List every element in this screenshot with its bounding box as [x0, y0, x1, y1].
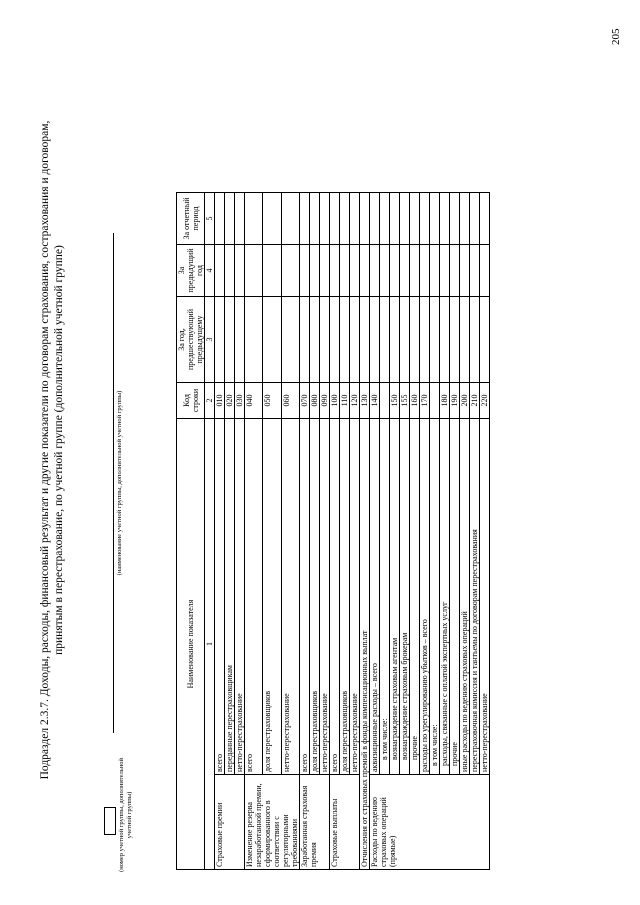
header-code: Код строки: [177, 383, 205, 419]
row-code: 200: [460, 383, 470, 419]
row-item: нетто-перестрахование: [281, 419, 299, 775]
value-cell[interactable]: [440, 245, 450, 297]
value-cell[interactable]: [310, 193, 320, 245]
group-unearned-premium-reserve: Изменение резерва незаработанной премии, сформированного в соответствии с регуляторными требованиями: [245, 775, 300, 870]
row-item: нетто-перестрахование: [235, 419, 245, 775]
value-cell[interactable]: [245, 193, 263, 245]
value-cell[interactable]: [225, 245, 235, 297]
value-cell[interactable]: [320, 297, 330, 383]
value-cell[interactable]: [400, 193, 410, 245]
value-cell[interactable]: [440, 193, 450, 245]
row-item: нетто-перестрахование: [480, 419, 490, 775]
value-cell[interactable]: [460, 245, 470, 297]
value-cell[interactable]: [430, 297, 440, 383]
value-cell[interactable]: [450, 297, 460, 383]
row-item: аквизиционные расходы – всего: [370, 419, 380, 775]
row-item: в том числе:: [380, 419, 390, 775]
row-code: 070: [300, 383, 310, 419]
value-cell[interactable]: [300, 297, 310, 383]
value-cell[interactable]: [460, 193, 470, 245]
value-cell[interactable]: [410, 297, 420, 383]
row-item: расходы по урегулированию убытков – всего: [420, 419, 430, 775]
value-cell[interactable]: [330, 245, 340, 297]
row-code: 030: [235, 383, 245, 419]
row-compensation-fund-deductions: Отчисления от страховых премий в фонды компенсационных выплат: [360, 419, 370, 870]
row-code: 180: [440, 383, 450, 419]
row-code: 210: [470, 383, 480, 419]
row-code: 060: [281, 383, 299, 419]
title-line-2: принятым в перестрахование, по учетной группе (дополнительной учетной группе): [53, 245, 65, 655]
header-prev-prev: За год, предшествующий предыдущему: [177, 297, 205, 383]
value-cell[interactable]: [245, 245, 263, 297]
row-item: доля перестраховщиков: [340, 419, 350, 775]
row-code: 155: [400, 383, 410, 419]
value-cell[interactable]: [310, 297, 320, 383]
row-code: 010: [215, 383, 225, 419]
value-cell[interactable]: [281, 297, 299, 383]
row-item: всего: [215, 419, 225, 775]
header-num-1: 1: [205, 419, 215, 870]
group-earned-premium: Заработанная страховая премия: [300, 775, 330, 870]
value-cell[interactable]: [470, 297, 480, 383]
value-cell[interactable]: [350, 245, 360, 297]
header-num-2: 2: [205, 383, 215, 419]
group-name-caption: (наименование учетной группы, дополнительной учетной группы): [116, 390, 123, 576]
header-num-5: 5: [205, 193, 215, 245]
value-cell[interactable]: [420, 297, 430, 383]
row-code: 160: [410, 383, 420, 419]
header-current: За отчетный период: [177, 193, 205, 245]
value-cell[interactable]: [263, 193, 281, 245]
group-direct-operation-expenses: Расходы по ведению страховых операций (прямые): [370, 775, 490, 870]
group-number-box[interactable]: [104, 807, 116, 835]
row-item: всего: [330, 419, 340, 775]
value-cell[interactable]: [380, 297, 390, 383]
row-code: 190: [450, 383, 460, 419]
value-cell[interactable]: [340, 245, 350, 297]
row-code: 150: [390, 383, 400, 419]
value-cell[interactable]: [480, 193, 490, 245]
row-item: в том числе:: [430, 419, 440, 775]
value-cell[interactable]: [235, 193, 245, 245]
value-cell[interactable]: [430, 245, 440, 297]
value-cell[interactable]: [330, 193, 340, 245]
value-cell[interactable]: [390, 297, 400, 383]
value-cell[interactable]: [450, 245, 460, 297]
value-cell[interactable]: [420, 193, 430, 245]
value-cell[interactable]: [390, 193, 400, 245]
value-cell[interactable]: [235, 245, 245, 297]
value-cell[interactable]: [390, 245, 400, 297]
row-item: всего: [300, 419, 310, 775]
row-code: 020: [225, 383, 235, 419]
group-insurance-payments: Страховые выплаты: [330, 775, 360, 870]
row-item: вознаграждение страховым брокерам: [400, 419, 410, 775]
section-title: [38, 25, 66, 875]
value-cell[interactable]: [380, 193, 390, 245]
row-item: иные расходы по ведению страховых операций: [460, 419, 470, 775]
value-cell[interactable]: [400, 245, 410, 297]
page-number: 205: [610, 28, 622, 45]
row-code: [430, 383, 440, 419]
value-cell[interactable]: [360, 297, 370, 383]
value-cell[interactable]: [330, 297, 340, 383]
group-insurance-premiums: Страховые премии: [215, 775, 245, 870]
value-cell[interactable]: [420, 245, 430, 297]
title-line-1: Подраздел 2.3.7. Доходы, расходы, финансовый результат и другие показатели по договорам страхования, сострахования и договорам,: [39, 120, 51, 780]
row-item: вознаграждение страховым агентам: [390, 419, 400, 775]
row-code: 170: [420, 383, 430, 419]
value-cell[interactable]: [320, 193, 330, 245]
value-cell[interactable]: [310, 245, 320, 297]
row-code: 130: [360, 383, 370, 419]
value-cell[interactable]: [350, 193, 360, 245]
row-code: 140: [370, 383, 380, 419]
value-cell[interactable]: [440, 297, 450, 383]
value-cell[interactable]: [281, 245, 299, 297]
indicators-table: [176, 192, 490, 870]
row-code: 040: [245, 383, 263, 419]
row-code: [380, 383, 390, 419]
value-cell[interactable]: [215, 245, 225, 297]
row-code: 050: [263, 383, 281, 419]
value-cell[interactable]: [370, 193, 380, 245]
value-cell[interactable]: [263, 297, 281, 383]
value-cell[interactable]: [225, 193, 235, 245]
value-cell[interactable]: [410, 193, 420, 245]
header-num-3: 3: [205, 297, 215, 383]
value-cell[interactable]: [360, 193, 370, 245]
value-cell[interactable]: [430, 193, 440, 245]
value-cell[interactable]: [300, 193, 310, 245]
value-cell[interactable]: [450, 193, 460, 245]
row-item: прочие: [450, 419, 460, 775]
row-item: расходы, связанные с оплатой экспертных услуг: [440, 419, 450, 775]
value-cell[interactable]: [480, 245, 490, 297]
header-prev: За предыдущий год: [177, 245, 205, 297]
value-cell[interactable]: [245, 297, 263, 383]
value-cell[interactable]: [350, 297, 360, 383]
value-cell[interactable]: [263, 245, 281, 297]
group-number-caption: (номер учетной группы, дополнительной учетной группы): [118, 758, 133, 872]
value-cell[interactable]: [380, 245, 390, 297]
row-item: нетто-перестрахование: [320, 419, 330, 775]
value-cell[interactable]: [360, 245, 370, 297]
row-code: 110: [340, 383, 350, 419]
row-code: 120: [350, 383, 360, 419]
row-item: перестраховочная комиссия и тантьемы по договорам перестрахования: [470, 419, 480, 775]
row-item: нетто-перестрахование: [350, 419, 360, 775]
group-name-line[interactable]: [113, 233, 114, 733]
value-cell[interactable]: [340, 193, 350, 245]
value-cell[interactable]: [370, 245, 380, 297]
value-cell[interactable]: [400, 297, 410, 383]
row-code: 080: [310, 383, 320, 419]
row-code: 220: [480, 383, 490, 419]
row-code: 090: [320, 383, 330, 419]
value-cell[interactable]: [370, 297, 380, 383]
header-num-4: 4: [205, 245, 215, 297]
row-item: переданные перестраховщикам: [225, 419, 235, 775]
row-code: 100: [330, 383, 340, 419]
value-cell[interactable]: [215, 193, 225, 245]
value-cell[interactable]: [215, 297, 225, 383]
value-cell[interactable]: [470, 245, 480, 297]
header-name: Наименование показателя: [177, 419, 205, 870]
row-item: доля перестраховщиков: [263, 419, 281, 775]
row-item: доля перестраховщиков: [310, 419, 320, 775]
value-cell[interactable]: [340, 297, 350, 383]
value-cell[interactable]: [300, 245, 310, 297]
row-item: всего: [245, 419, 263, 775]
value-cell[interactable]: [235, 297, 245, 383]
value-cell[interactable]: [480, 297, 490, 383]
value-cell[interactable]: [460, 297, 470, 383]
value-cell[interactable]: [320, 245, 330, 297]
value-cell[interactable]: [225, 297, 235, 383]
value-cell[interactable]: [281, 193, 299, 245]
value-cell[interactable]: [470, 193, 480, 245]
row-item: прочие: [410, 419, 420, 775]
value-cell[interactable]: [410, 245, 420, 297]
